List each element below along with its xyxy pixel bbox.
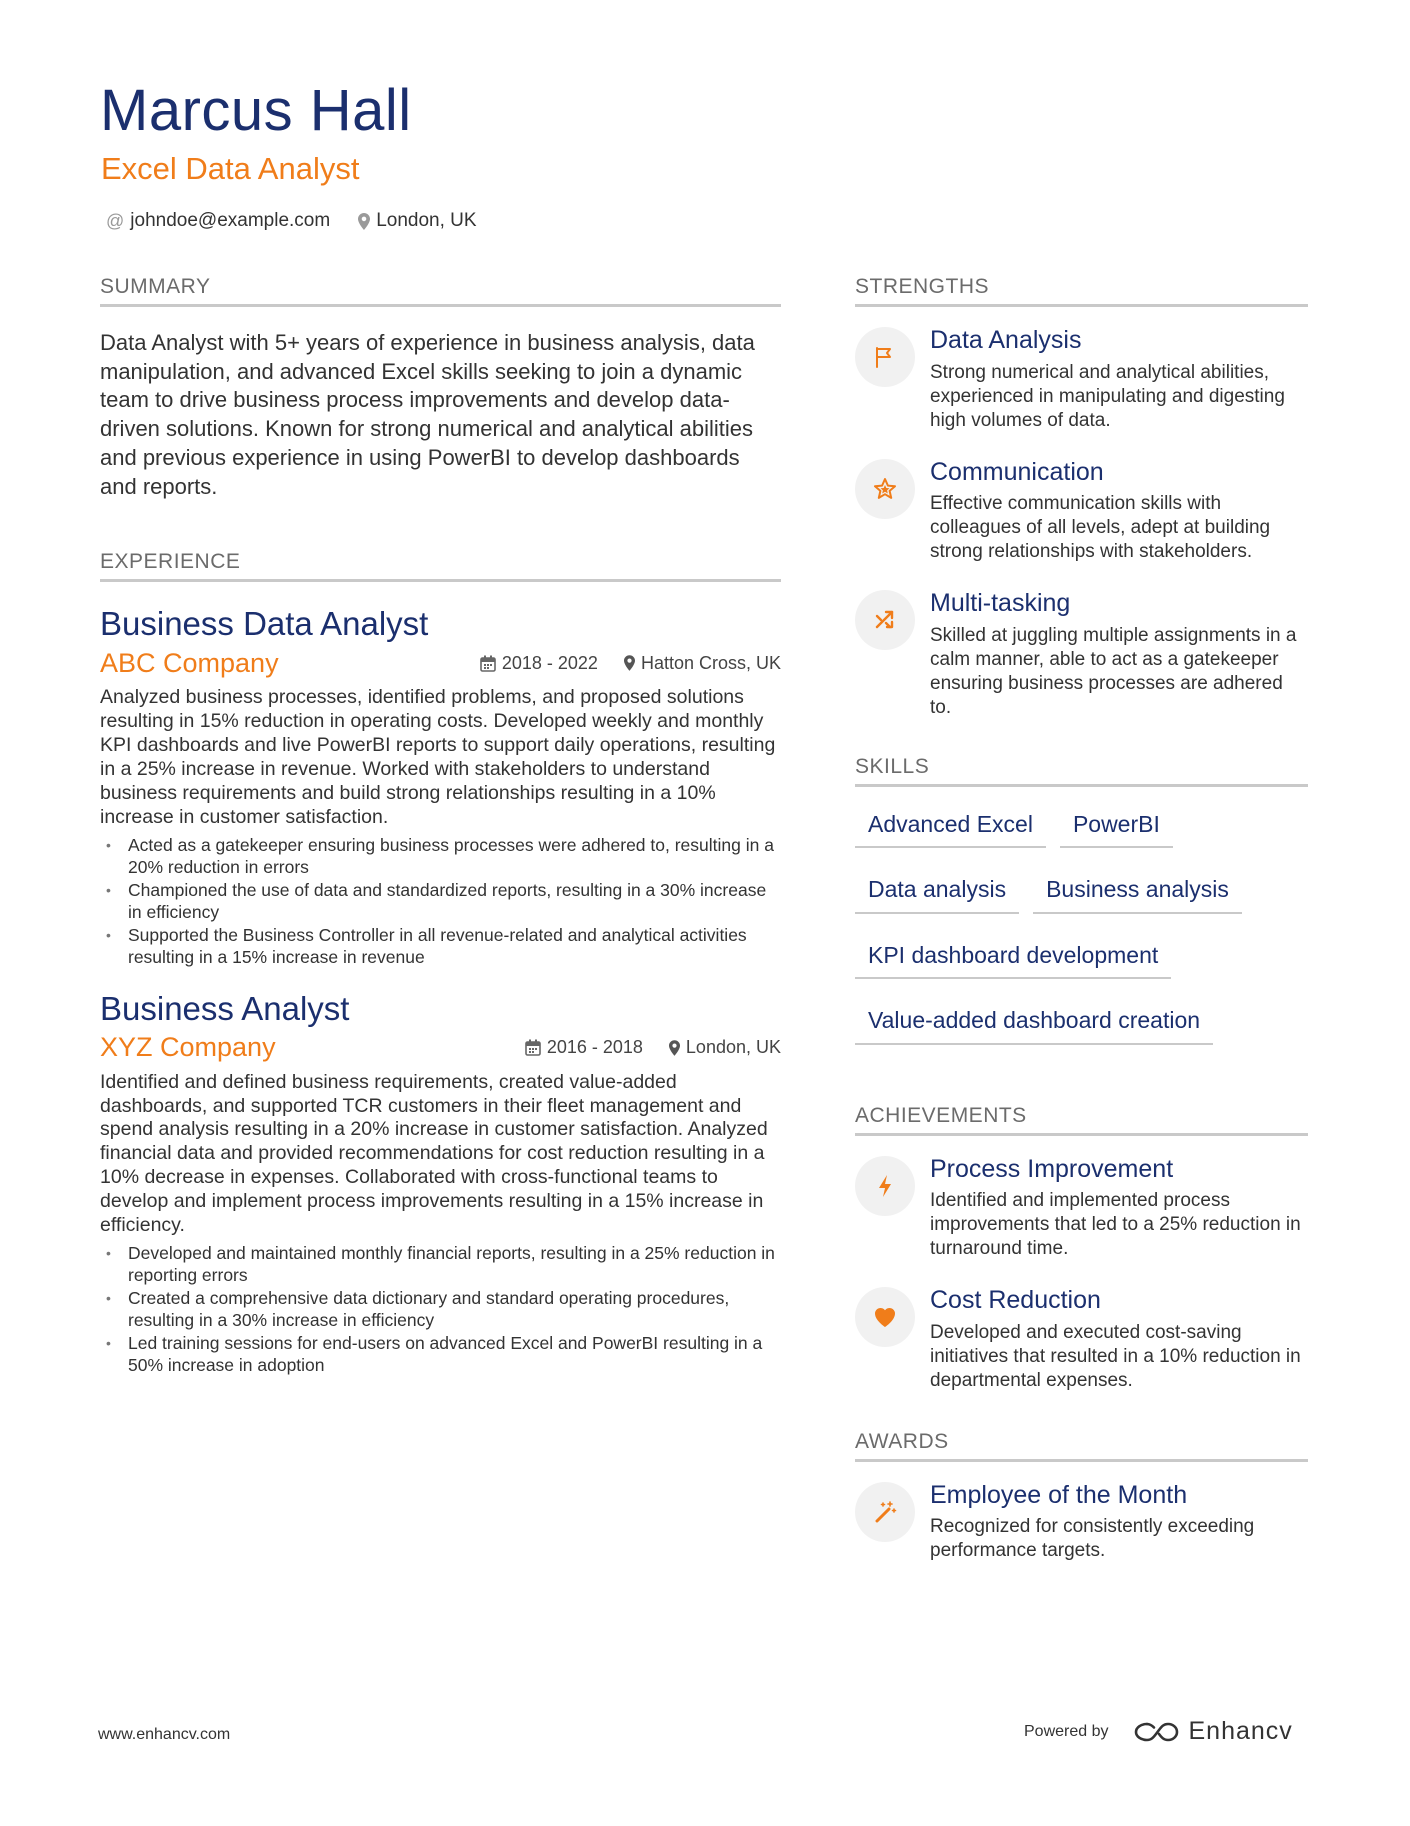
strength-icon-badge (855, 590, 915, 650)
location-pin-icon (358, 213, 370, 230)
awards-section (855, 1431, 1308, 1564)
left-column (100, 276, 781, 1377)
job-dates-text: 2018 - 2022 (501, 652, 598, 673)
achievement-icon-badge (855, 1287, 915, 1347)
summary-section (100, 276, 781, 501)
enhancv-logo[interactable] (1133, 1717, 1293, 1746)
job-entry (100, 606, 781, 968)
strengths-list (855, 327, 1308, 720)
job-location (624, 653, 781, 674)
job-meta (100, 649, 781, 679)
skills-list (855, 803, 1315, 1045)
job-bullet: • Championed the use of data and standardized reports, resulting in a 30% increase in efficiency (100, 879, 781, 924)
candidate-title: Excel Data Analyst (101, 151, 360, 186)
skill-tag: Data analysis (855, 868, 1019, 914)
job-location-text: London, UK (685, 1037, 781, 1058)
company-name: XYZ Company (100, 1031, 276, 1062)
achievement-title: Process Improvement (930, 1154, 1174, 1183)
enhancv-brand-text: Enhancv (1188, 1717, 1293, 1745)
job-bullets (100, 1242, 781, 1377)
strengths-heading: STRENGTHS (855, 276, 1308, 307)
candidate-name: Marcus Hall (100, 78, 412, 143)
location-pin-icon (669, 1040, 680, 1056)
company-name: ABC Company (100, 647, 279, 678)
job-bullet: • Acted as a gatekeeper ensuring business processes were adhered to, resulting in a 20% reduction in errors (100, 834, 781, 879)
lightning-icon (876, 1174, 894, 1198)
shuffle-icon (873, 608, 897, 632)
achievement-icon-badge (855, 1156, 915, 1216)
email-text: johndoe@example.com (130, 210, 331, 231)
job-bullet: • Led training sessions for end-users on advanced Excel and PowerBI resulting in a 50% increase in adoption (100, 1332, 781, 1377)
job-title: Business Data Analyst (100, 605, 429, 643)
job-title: Business Analyst (100, 989, 350, 1027)
job-dates (525, 1037, 643, 1058)
award-item (855, 1482, 1308, 1564)
award-title: Employee of the Month (930, 1480, 1188, 1509)
strength-description: Strong numerical and analytical abilities, experienced in manipulating and digesting high volumes of data. (930, 361, 1285, 431)
strength-title: Data Analysis (930, 326, 1082, 354)
job-description: Analyzed business processes, identified problems, and proposed solutions resulting in 15% reduction in operating costs. Developed weekly and monthly KPI dashboards and live PowerBI reports to support daily operations, resulting in a 25% increase in revenue. Worked with stakeholders to understand business requirements and build strong relationships resulting in a 10% increase in customer satisfaction. (100, 686, 776, 828)
location-pin-icon (624, 655, 635, 671)
at-icon: @ (106, 210, 125, 231)
magic-wand-icon (873, 1500, 897, 1524)
footer-branding (1024, 1717, 1293, 1746)
heart-icon (873, 1306, 897, 1328)
job-location (669, 1037, 781, 1058)
skill-tag: Business analysis (1033, 868, 1242, 914)
achievement-item (855, 1287, 1308, 1393)
job-bullets (100, 834, 781, 969)
achievements-heading: ACHIEVEMENTS (855, 1105, 1308, 1136)
skill-tag: KPI dashboard development (855, 934, 1171, 980)
experience-section (100, 551, 781, 1377)
job-dates (480, 653, 598, 674)
strength-body (930, 590, 1308, 720)
contact-info (106, 210, 477, 232)
achievement-body (930, 1287, 1308, 1393)
flag-icon (873, 346, 897, 368)
strength-item (855, 327, 1308, 433)
achievement-body (930, 1156, 1308, 1262)
location-contact (358, 210, 476, 232)
skills-section (855, 756, 1308, 1045)
summary-text: Data Analyst with 5+ years of experience in business analysis, data manipulation, and advanced Excel skills seeking to join a dynamic team to drive business process improvements and develop data-driven solutions. Known for strong numerical and analytical abilities and previous experience in using PowerBI to develop dashboards and reports. (100, 330, 755, 499)
strength-item (855, 590, 1308, 720)
summary-heading: SUMMARY (100, 276, 781, 307)
strength-description: Skilled at juggling multiple assignments in a calm manner, able to act as a gatekeeper ensuring business processes are adhered to. (930, 624, 1297, 718)
powered-by-text: Powered by (1024, 1722, 1109, 1740)
experience-heading: EXPERIENCE (100, 551, 781, 582)
enhancv-logo-icon (1133, 1720, 1179, 1744)
achievement-title: Cost Reduction (930, 1286, 1101, 1315)
strength-body (930, 459, 1308, 565)
skills-heading: SKILLS (855, 756, 1308, 787)
achievements-list (855, 1156, 1308, 1393)
award-description: Recognized for consistently exceeding performance targets. (930, 1516, 1255, 1562)
job-bullet: • Developed and maintained monthly financial reports, resulting in a 25% reduction in reporting errors (100, 1242, 781, 1287)
achievements-section (855, 1105, 1308, 1393)
awards-heading: AWARDS (855, 1431, 1308, 1462)
strength-description: Effective communication skills with colleagues of all levels, adept at building strong relationships with stakeholders. (930, 493, 1271, 562)
job-bullet: • Supported the Business Controller in all revenue-related and analytical activities resulting in a 15% increase in revenue (100, 924, 781, 969)
strength-icon-badge (855, 327, 915, 387)
strengths-section (855, 276, 1308, 720)
job-bullet: • Created a comprehensive data dictionary and standard operating procedures, resulting in a 30% increase in efficiency (100, 1287, 781, 1332)
calendar-icon (525, 1039, 541, 1056)
footer-website[interactable]: www.enhancv.com (98, 1726, 231, 1743)
job-dates-text: 2016 - 2018 (546, 1037, 643, 1058)
strength-item (855, 459, 1308, 565)
achievement-item (855, 1156, 1308, 1262)
location-text: London, UK (376, 210, 477, 231)
award-icon-badge (855, 1482, 915, 1542)
right-column (855, 276, 1308, 1589)
job-location-text: Hatton Cross, UK (640, 652, 781, 673)
star-icon (873, 477, 897, 501)
awards-list (855, 1482, 1308, 1564)
strength-icon-badge (855, 459, 915, 519)
award-body (930, 1482, 1308, 1564)
skill-tag: PowerBI (1060, 803, 1173, 849)
strength-title: Communication (930, 457, 1104, 486)
strength-title: Multi-tasking (930, 589, 1071, 617)
job-entry (100, 991, 781, 1377)
job-meta (100, 1033, 781, 1063)
calendar-icon (480, 655, 496, 672)
email-contact[interactable] (106, 210, 330, 232)
strength-body (930, 327, 1308, 433)
achievement-description: Developed and executed cost-saving initiatives that resulted in a 10% reduction in departmental expenses. (930, 1321, 1301, 1391)
job-description: Identified and defined business requirements, created value-added dashboards, and supported TCR customers in their fleet management and spend analysis resulting in a 20% increase in customer satisfaction. Analyzed financial data and provided recommendations for cost reduction resulting in a 10% decrease in expenses. Collaborated with cross-functional teams to develop and implement process improvements resulting in a 15% increase in efficiency. (100, 1070, 768, 1237)
achievement-description: Identified and implemented process improvements that led to a 25% reduction in turnaround time. (930, 1190, 1301, 1260)
skill-tag: Advanced Excel (855, 803, 1046, 849)
skill-tag: Value-added dashboard creation (855, 999, 1213, 1045)
